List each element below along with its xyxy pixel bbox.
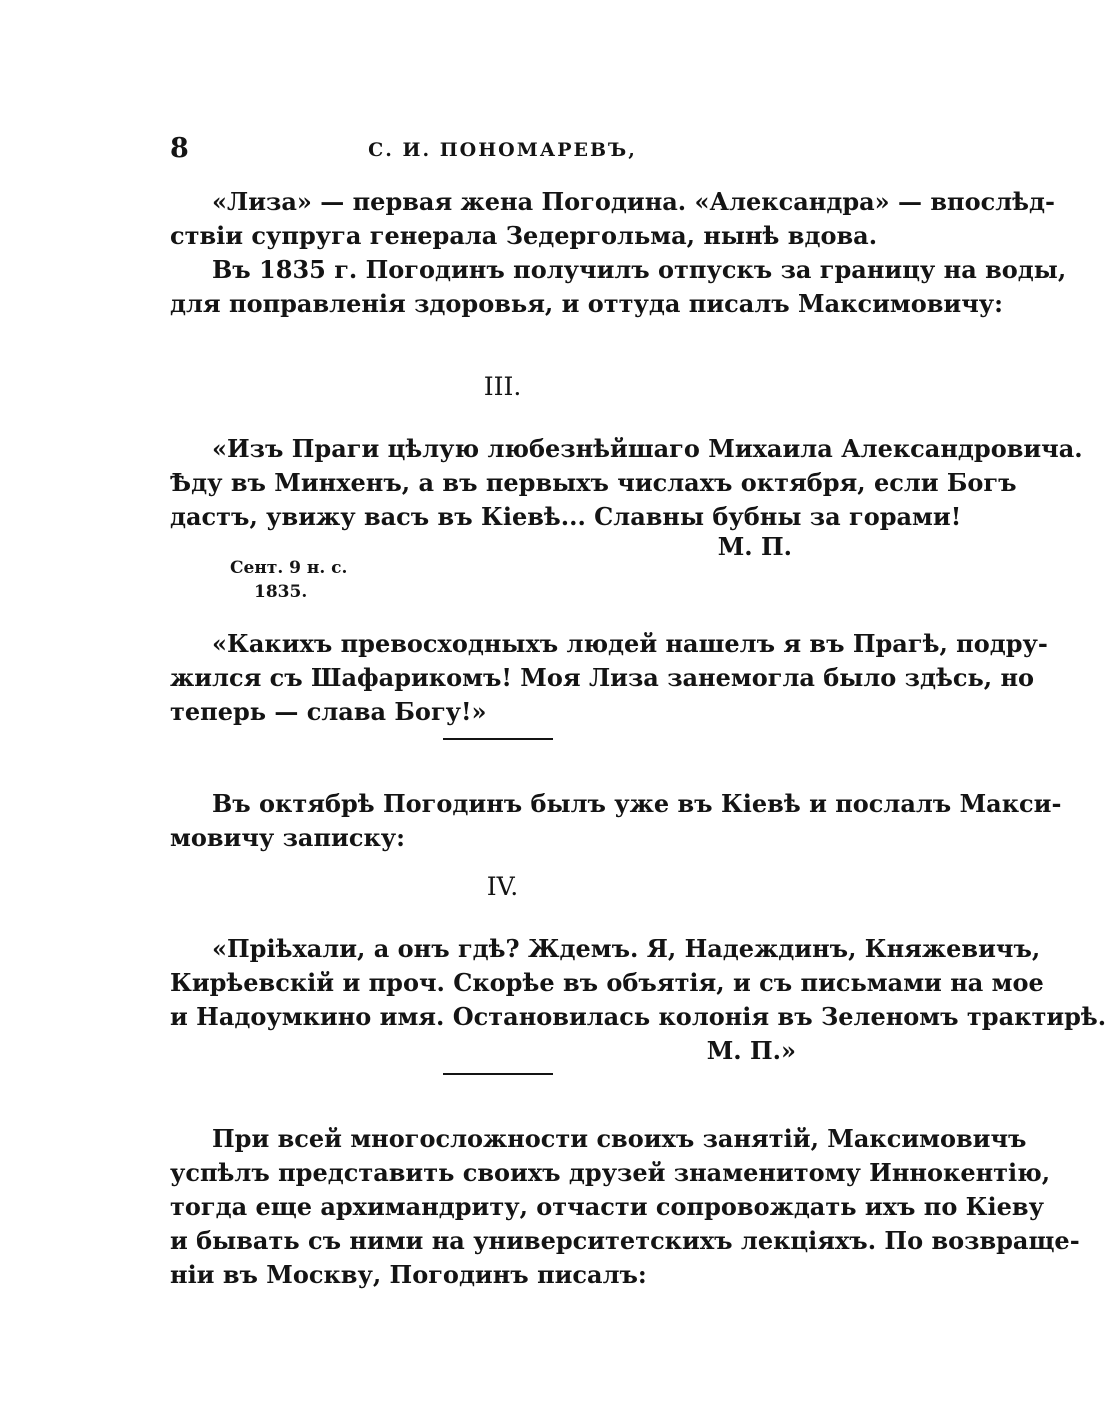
- letter-4-line-2: Кирѣевскій и проч. Скорѣе въ объятія, и съ письмами на мое: [170, 968, 1044, 997]
- letter-3-line-2: Ѣду въ Минхенъ, а въ первыхъ числахъ октября, если Богъ: [170, 468, 1017, 497]
- letter-3-postscript-line-3: теперь — слава Богу!»: [170, 697, 487, 726]
- closing-line-5: ніи въ Москву, Погодинъ писалъ:: [170, 1260, 647, 1289]
- letter-4-line-1: «Пріѣхали, а онъ гдѣ? Ждемъ. Я, Надеждинъ, Княжевичъ,: [212, 934, 1041, 963]
- letter-4-signature: М. П.»: [706, 1036, 796, 1065]
- section-divider-1: [443, 738, 553, 740]
- letter-3-postscript-line-2: жился съ Шафарикомъ! Моя Лиза занемогла было здѣсь, но: [170, 663, 1035, 692]
- closing-line-3: тогда еще архимандриту, отчасти сопровождать ихъ по Кіеву: [170, 1192, 1044, 1221]
- page-header: [170, 133, 835, 169]
- transition-line-2: мовичу записку:: [170, 823, 406, 852]
- letter-4-heading: IV.: [486, 872, 519, 901]
- intro-line-2: ствіи супруга генерала Зедергольма, нынѣ вдова.: [170, 221, 878, 250]
- closing-line-4: и бывать съ ними на университетскихъ лекціяхъ. По возвраще-: [170, 1226, 1080, 1255]
- running-head: С. И. ПОНОМАРЕВЪ,: [368, 139, 637, 161]
- intro-line-3: Въ 1835 г. Погодинъ получилъ отпускъ за границу на воды,: [212, 255, 1067, 284]
- letter-3-date-line-1: Сент. 9 н. с.: [230, 558, 348, 578]
- closing-line-1: При всей многосложности своихъ занятій, Максимовичъ: [212, 1124, 1027, 1153]
- letter-3-heading: III.: [483, 372, 522, 401]
- letter-4-line-3: и Надоумкино имя. Остановилась колонія въ Зеленомъ трактирѣ.: [170, 1002, 1106, 1031]
- letter-3-line-3: дастъ, увижу васъ въ Кіевѣ... Славны бубны за горами!: [170, 502, 962, 531]
- letter-3-line-1: «Изъ Праги цѣлую любезнѣйшаго Михаила Александровича.: [212, 434, 1083, 463]
- intro-line-4: для поправленія здоровья, и оттуда писалъ Максимовичу:: [170, 289, 1004, 318]
- section-divider-2: [443, 1073, 553, 1075]
- transition-line-1: Въ октябрѣ Погодинъ былъ уже въ Кіевѣ и послалъ Макси-: [212, 789, 1062, 818]
- closing-line-2: успѣлъ представить своихъ друзей знаменитому Иннокентію,: [170, 1158, 1051, 1187]
- letter-3-date-line-2: 1835.: [254, 582, 308, 602]
- intro-line-1: «Лиза» — первая жена Погодина. «Александра» — впослѣд-: [212, 187, 1055, 216]
- page-number: 8: [170, 133, 189, 164]
- letter-3-postscript-line-1: «Какихъ превосходныхъ людей нашелъ я въ Прагѣ, подру-: [212, 629, 1048, 658]
- letter-3-signature: М. П.: [717, 532, 792, 561]
